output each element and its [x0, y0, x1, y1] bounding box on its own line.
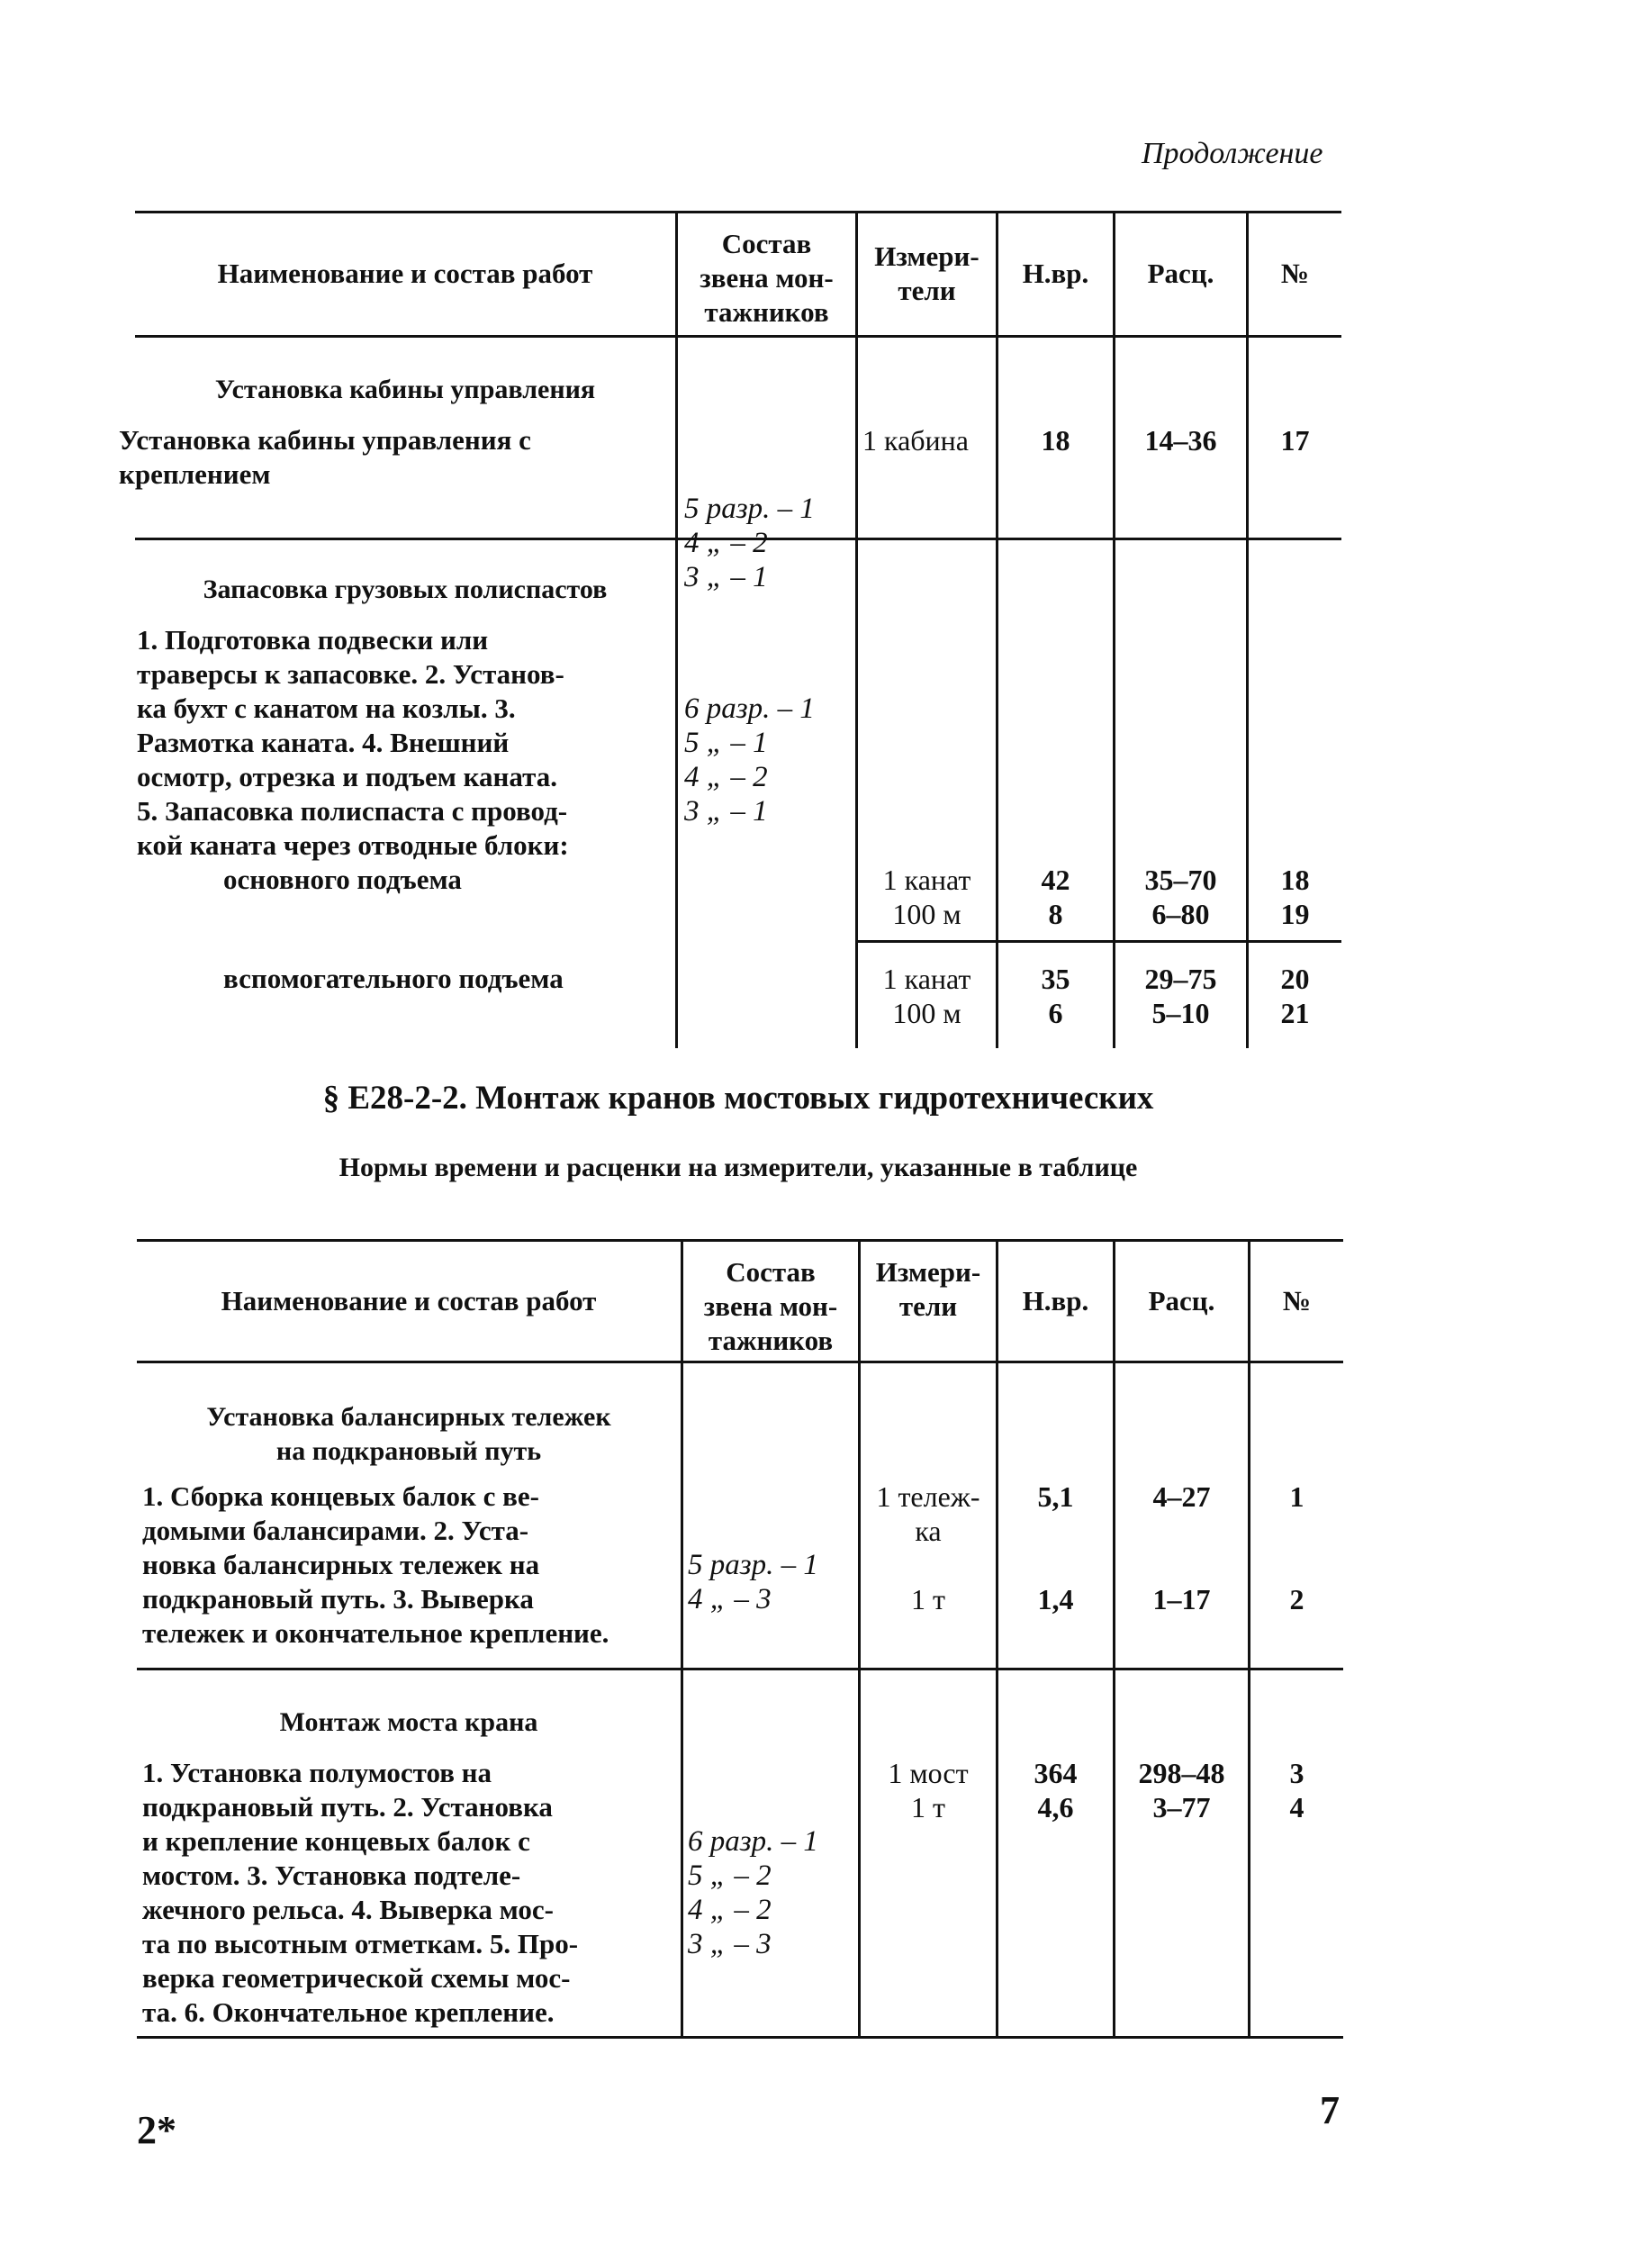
header-hvr: Н.вр. [1022, 1285, 1089, 1317]
work-description-reeving: 1. Подготовка подвески или траверсы к запасовке. 2. Установ- ка бухт с канатом на козлы. 3. Размотка каната. 4. Внешний осмотр, отрезка и подъем каната. 5. Запасовка полиспаста с провод- кой каната через отводные блоки: [137, 624, 569, 861]
work-description-bridge: 1. Установка полумостов на подкрановый путь. 2. Установка и крепление концевых балок с мостом. 3. Установка подтеле- жечного рельса. 4. Выверка мос- та по высотным отметкам. 5. Про- верка геометрической схемы мос- та. 6. Окончательное крепление. [142, 1757, 579, 2028]
continuation-label: Продолжение [1142, 137, 1323, 170]
crew-cabin: 5 разр. – 1 4 „ – 2 3 „ – 1 [684, 493, 815, 593]
crew-bridge: 6 разр. – 1 5 „ – 2 4 „ – 2 3 „ – 3 [688, 1825, 818, 1960]
rate-aux-lift: 29–75 5–10 [1144, 963, 1217, 1029]
group-title-reeving: Запасовка грузовых полиспастов [203, 575, 608, 604]
section-title: § Е28-2-2. Монтаж кранов мостовых гидротехнических [322, 1080, 1154, 1117]
work-description-cabin: Установка кабины управления с креплением [119, 424, 531, 490]
header-crew: Состав звена мон- тажников [703, 1256, 838, 1356]
group-title-cabin: Установка кабины управления [214, 375, 596, 404]
group-title-bogies: Установка балансирных тележек на подкрановый путь [206, 1402, 611, 1466]
rate-main-lift: 35–70 6–80 [1144, 864, 1217, 930]
header-crew: Состав звена мон- тажников [700, 228, 834, 328]
no-cabin: 17 [1280, 424, 1310, 457]
meter-aux-lift: 1 канат 100 м [882, 963, 971, 1029]
header-rate: Расц. [1148, 1285, 1215, 1317]
page-number: 7 [1320, 2088, 1340, 2132]
header-name: Наименование и состав работ [217, 258, 593, 289]
label-aux-lift: вспомогательного подъема [223, 963, 564, 994]
group-title-bridge: Монтаж моста крана [279, 1707, 538, 1737]
meter-bogies: 1 тележ- ка 1 т [876, 1480, 980, 1615]
no-aux-lift: 20 21 [1280, 963, 1310, 1029]
hvr-aux-lift: 35 6 [1041, 963, 1070, 1029]
crew-reeving: 6 разр. – 1 5 „ – 1 4 „ – 2 3 „ – 1 [684, 692, 815, 828]
rate-cabin: 14–36 [1144, 424, 1217, 457]
header-no: № [1282, 1285, 1312, 1317]
rate-bogies: 4–27 1–17 [1152, 1480, 1211, 1615]
work-description-bogies: 1. Сборка концевых балок с ве- домыми балансирами. 2. Уста- новка балансирных тележек на подкрановый путь. 3. Выверка тележек и окончательное крепление. [142, 1480, 609, 1649]
header-rate: Расц. [1147, 258, 1214, 289]
meter-cabin: 1 кабина [862, 424, 969, 457]
no-main-lift: 18 19 [1280, 864, 1310, 930]
section-subtitle: Нормы времени и расценки на измерители, указанные в таблице [339, 1153, 1138, 1182]
hvr-main-lift: 42 8 [1041, 864, 1070, 930]
header-meter: Измери- тели [875, 1256, 981, 1322]
header-meter: Измери- тели [874, 240, 979, 306]
header-no: № [1280, 258, 1310, 289]
header-name: Наименование и состав работ [221, 1285, 597, 1317]
meter-main-lift: 1 канат 100 м [882, 864, 971, 930]
page-signature: 2* [137, 2108, 176, 2152]
rate-bridge: 298–48 3–77 [1138, 1757, 1225, 1823]
hvr-bogies: 5,1 1,4 [1037, 1480, 1074, 1615]
header-hvr: Н.вр. [1022, 258, 1089, 289]
meter-bridge: 1 мост 1 т [888, 1757, 969, 1823]
label-main-lift: основного подъема [223, 864, 462, 895]
crew-bogies: 5 разр. – 1 4 „ – 3 [688, 1549, 818, 1615]
no-bogies: 1 2 [1289, 1480, 1304, 1615]
hvr-cabin: 18 [1041, 424, 1070, 457]
hvr-bridge: 364 4,6 [1034, 1757, 1078, 1823]
no-bridge: 3 4 [1289, 1757, 1304, 1823]
